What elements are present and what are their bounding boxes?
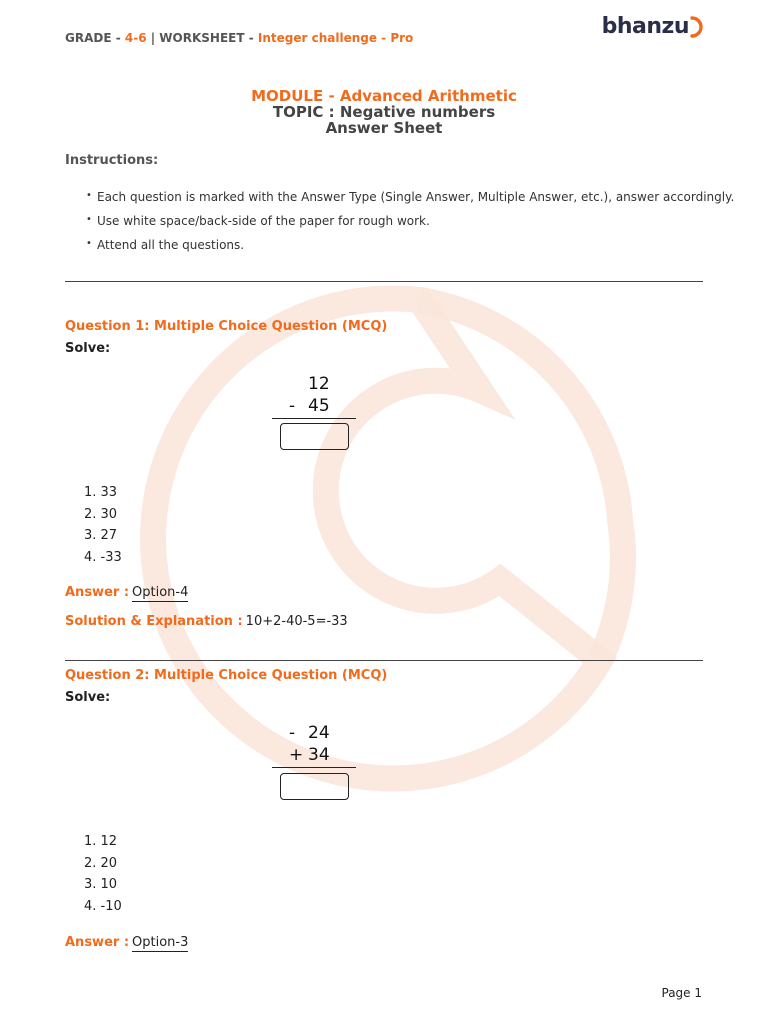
option-item: 1. 12 [84,834,118,849]
q1-operator: - [289,396,296,416]
question-2-solve-label: Solve: [65,690,111,705]
grade-label: GRADE - [65,31,125,45]
page-number: Page 1 [661,986,702,1000]
option-item: 3. 10 [84,877,118,892]
q1-bottom-number: 45 [308,396,330,416]
q2-operator: + [289,745,304,765]
worksheet-title: Integer challenge - Pro [257,31,414,45]
instruction-item: • Use white space/back-side of the paper for rough work. [86,214,734,238]
question-2-heading: Question 2: Multiple Choice Question (MCQ) [65,668,388,683]
worksheet-label: | WORKSHEET - [146,31,258,45]
instruction-item: • Each question is marked with the Answer Type (Single Answer, Multiple Answer, etc.), answer accordingly. [86,190,734,214]
question-2-options [84,834,122,920]
question-1-heading: Question 1: Multiple Choice Question (MCQ) [65,319,388,334]
sheet-title: Answer Sheet [325,119,443,137]
module-title: MODULE - Advanced Arithmetic [251,87,517,105]
logo-text: bhanzu [601,14,689,39]
q2-sum-line [272,767,356,768]
answer-label: Answer : [65,935,130,950]
answer-label: Answer : [65,585,130,600]
option-item: 3. 27 [84,528,118,543]
instruction-item: • Attend all the questions. [86,238,734,262]
solution-label: Solution & Explanation : [65,614,243,629]
bhanzu-logo [602,14,704,39]
q1-answer-box[interactable] [280,423,349,450]
q2-top-operator: - [289,723,296,743]
title-block [0,88,768,136]
option-item: 2. 30 [84,506,118,522]
answer-value: Option-4 [132,585,189,600]
option-item: 1. 33 [84,485,118,500]
topic-title: TOPIC : Negative numbers [272,103,496,121]
bhanzu-watermark [120,280,640,800]
worksheet-header [65,31,413,45]
question-1-solve-label: Solve: [65,341,111,356]
question-1-options [84,485,122,571]
question-2-answer [65,935,188,950]
question-1-answer [65,585,188,600]
q2-bottom-number: 34 [308,745,330,765]
instructions-list [86,190,734,262]
q2-answer-box[interactable] [280,773,349,800]
q1-top-number: 12 [308,374,330,394]
question-1-solution [65,614,348,629]
instructions-heading: Instructions: [65,153,159,168]
divider [65,281,703,282]
q2-top-number: 24 [308,723,330,743]
answer-value: Option-3 [132,935,189,950]
q1-sum-line [272,418,356,419]
logo-arc-icon [690,15,704,39]
grade-value: 4-6 [124,31,147,45]
divider [65,660,703,661]
option-item: 4. -33 [84,549,122,565]
option-item: 2. 20 [84,855,118,871]
solution-value: 10+2-40-5=-33 [245,614,348,629]
option-item: 4. -10 [84,898,122,914]
